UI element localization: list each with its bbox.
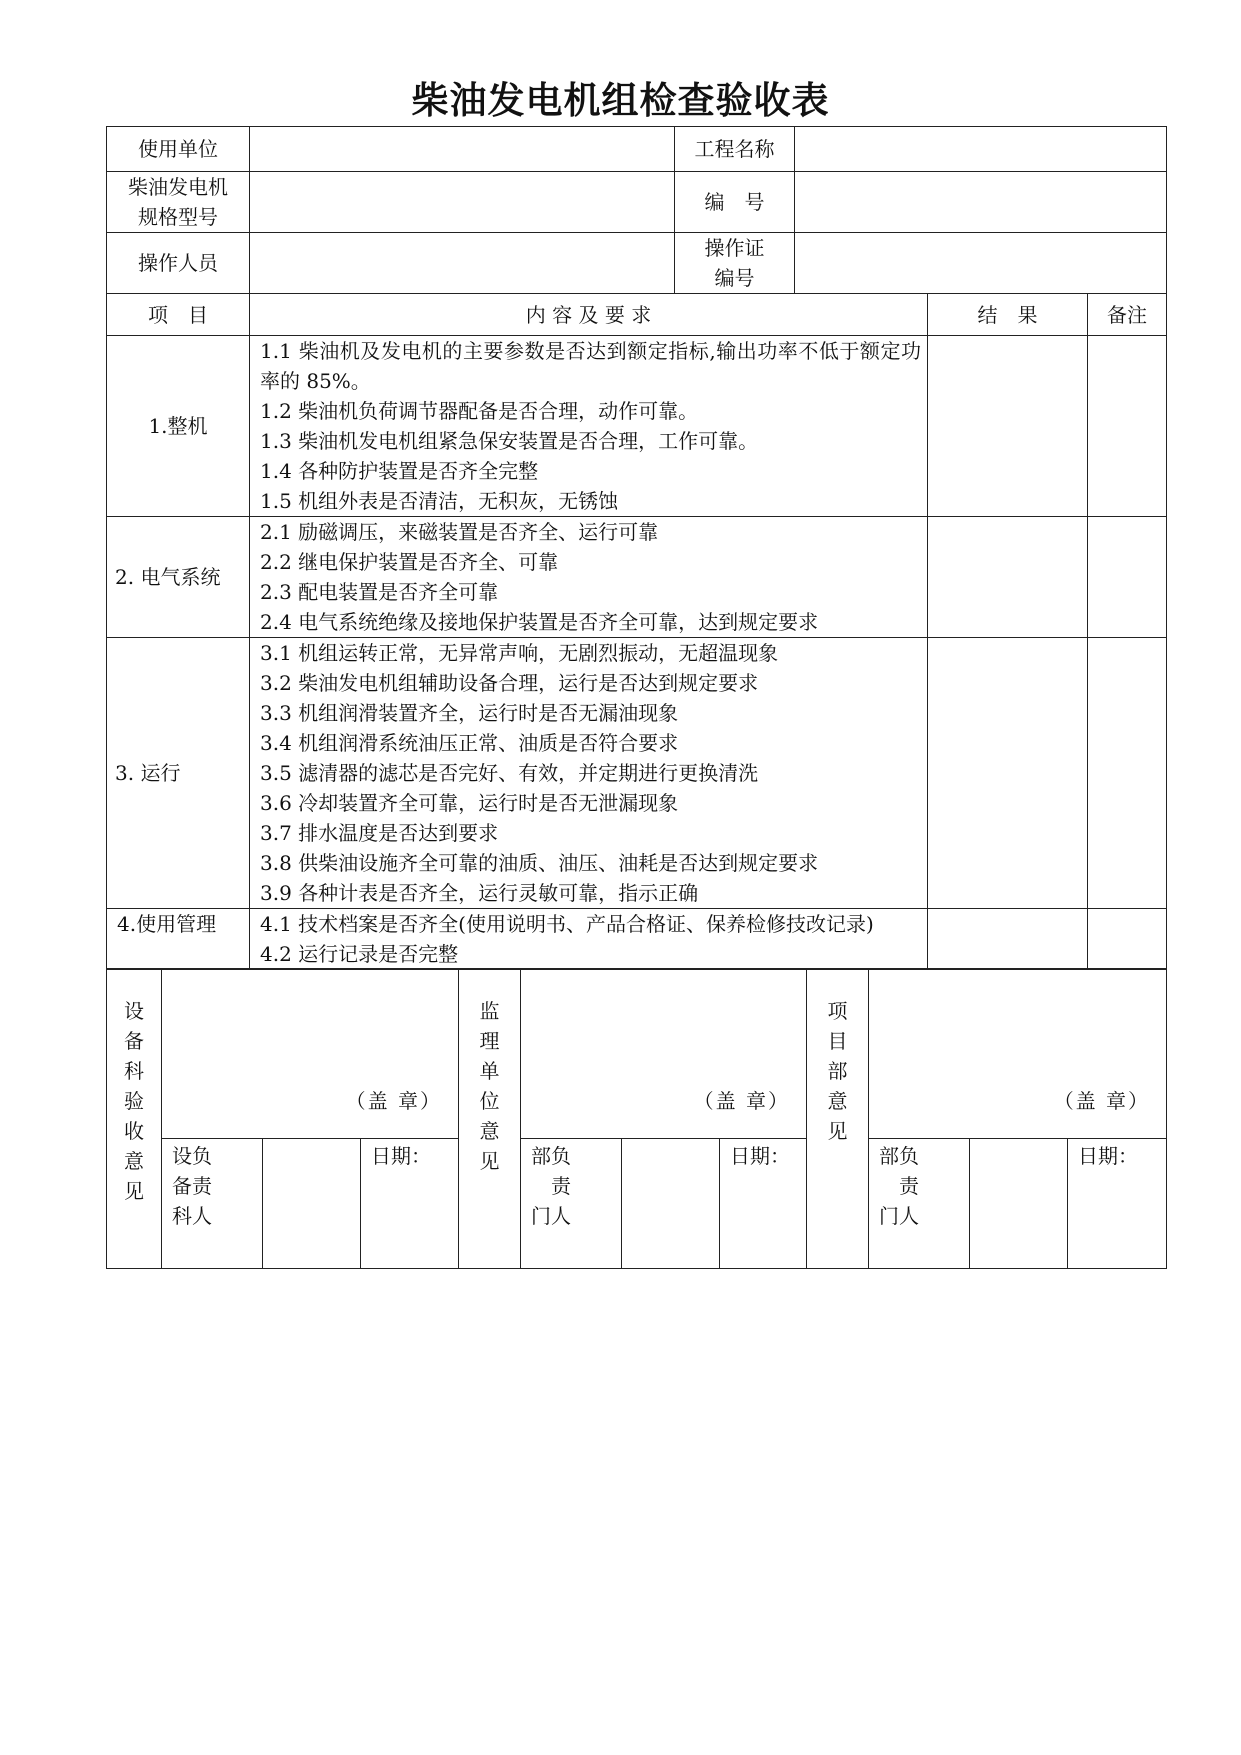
- label-char: 备: [124, 1029, 144, 1053]
- column-header-remark: 备注: [1088, 294, 1167, 336]
- result-cell[interactable]: [928, 336, 1088, 517]
- equipment-person-label: [162, 1139, 263, 1269]
- section-row-machine: [107, 336, 1167, 517]
- spec-value[interactable]: [250, 172, 675, 233]
- section-label: 3. 运行: [107, 638, 250, 909]
- section-content: [250, 336, 928, 517]
- label-char: 收: [124, 1119, 144, 1143]
- number-value[interactable]: [795, 172, 1167, 233]
- equipment-person-signature[interactable]: [263, 1139, 361, 1269]
- operator-label: 操作人员: [107, 233, 250, 294]
- requirement-line: 1.1 柴油机及发电机的主要参数是否达到额定指标,输出功率不低于额定功率的 85%。: [260, 339, 921, 393]
- person-label-line: 部负: [531, 1144, 572, 1168]
- label-char: 见: [124, 1179, 144, 1203]
- supervision-person-label: [521, 1139, 622, 1269]
- label-char: 部: [827, 1059, 848, 1083]
- cert-value[interactable]: [795, 233, 1167, 294]
- project-dept-label: [807, 969, 869, 1269]
- column-header-item: 项 目: [107, 294, 250, 336]
- label-char: 单: [479, 1059, 500, 1083]
- requirement-line: 3.1 机组运转正常，无异常声响，无剧烈振动，无超温现象: [260, 641, 779, 665]
- person-label-line: 科人: [172, 1204, 212, 1228]
- spec-label-line-2: 规格型号: [138, 205, 218, 229]
- person-label-line: 部负: [879, 1144, 920, 1168]
- label-char: 位: [479, 1089, 500, 1113]
- project-date[interactable]: 日期：: [1068, 1139, 1167, 1269]
- result-cell[interactable]: [928, 638, 1088, 909]
- section-row-electrical: [107, 517, 1167, 638]
- label-char: 科: [124, 1059, 144, 1083]
- column-header-content: 内 容 及 要 求: [250, 294, 928, 336]
- remark-cell[interactable]: [1088, 517, 1167, 638]
- remark-cell[interactable]: [1088, 336, 1167, 517]
- label-char: 见: [479, 1149, 500, 1173]
- label-char: 目: [827, 1029, 848, 1053]
- label-char: 理: [479, 1029, 500, 1053]
- requirement-line: 3.8 供柴油设施齐全可靠的油质、油压、油耗是否达到规定要求: [260, 851, 819, 875]
- unit-label: 使用单位: [107, 127, 250, 172]
- section-content: [250, 638, 928, 909]
- section-content: [250, 909, 928, 970]
- column-header-row: [107, 294, 1167, 336]
- person-label-line: 设负: [172, 1144, 212, 1168]
- supervision-person-signature[interactable]: [622, 1139, 720, 1269]
- person-label-line: 责: [531, 1174, 572, 1198]
- requirement-line: 3.4 机组润滑系统油压正常、油质是否符合要求: [260, 731, 679, 755]
- result-cell[interactable]: [928, 517, 1088, 638]
- remark-cell[interactable]: [1088, 909, 1167, 970]
- project-label: 工程名称: [675, 127, 795, 172]
- header-row-operator: [107, 233, 1167, 294]
- section-label: 4.使用管理: [107, 909, 250, 970]
- signoff-table: [106, 968, 1167, 1269]
- label-char: 见: [827, 1119, 848, 1143]
- project-person-signature[interactable]: [970, 1139, 1068, 1269]
- requirement-line: 3.9 各种计表是否齐全，运行灵敏可靠，指示正确: [260, 881, 699, 905]
- result-cell[interactable]: [928, 909, 1088, 970]
- section-row-management: [107, 909, 1167, 970]
- signoff-seal-row: [107, 969, 1167, 1139]
- requirement-line: 3.2 柴油发电机组辅助设备合理，运行是否达到规定要求: [260, 671, 759, 695]
- label-char: 意: [827, 1089, 848, 1113]
- label-char: 验: [124, 1089, 144, 1113]
- requirement-line: 2.1 励磁调压，来磁装置是否齐全、运行可靠: [260, 520, 659, 544]
- requirement-line: 1.3 柴油机发电机组紧急保安装置是否合理，工作可靠。: [260, 429, 759, 453]
- cert-label: [675, 233, 795, 294]
- project-value[interactable]: [795, 127, 1167, 172]
- label-char: 设: [124, 999, 144, 1023]
- operator-value[interactable]: [250, 233, 675, 294]
- supervision-seal[interactable]: （盖 章）: [521, 969, 807, 1139]
- project-seal[interactable]: （盖 章）: [869, 969, 1167, 1139]
- person-label-line: 门人: [879, 1204, 920, 1228]
- equipment-dept-label: [107, 969, 162, 1269]
- requirement-line: 3.7 排水温度是否达到要求: [260, 821, 499, 845]
- requirement-line: 4.2 运行记录是否完整: [260, 942, 459, 966]
- spec-label-line-1: 柴油发电机: [128, 175, 228, 199]
- header-row-spec: [107, 172, 1167, 233]
- requirement-line: 4.1 技术档案是否齐全(使用说明书、产品合格证、保养检修技改记录): [260, 912, 874, 936]
- section-label: 1.整机: [107, 336, 250, 517]
- unit-value[interactable]: [250, 127, 675, 172]
- requirement-line: 1.2 柴油机负荷调节器配备是否合理，动作可靠。: [260, 399, 699, 423]
- inspection-table: [106, 126, 1167, 970]
- requirement-line: 2.2 继电保护装置是否齐全、可靠: [260, 550, 559, 574]
- signoff-person-row: [107, 1139, 1167, 1269]
- requirement-line: 2.3 配电装置是否齐全可靠: [260, 580, 499, 604]
- section-label: 2. 电气系统: [107, 517, 250, 638]
- supervision-date[interactable]: 日期：: [720, 1139, 807, 1269]
- form-title: 柴油发电机组检查验收表: [411, 79, 830, 122]
- column-header-result: 结 果: [928, 294, 1088, 336]
- requirement-line: 1.5 机组外表是否清洁，无积灰，无锈蚀: [260, 489, 619, 513]
- cert-label-line-1: 操作证: [704, 236, 765, 260]
- label-char: 意: [479, 1119, 500, 1143]
- number-label: 编 号: [675, 172, 795, 233]
- section-row-operation: [107, 638, 1167, 909]
- requirement-line: 3.3 机组润滑装置齐全，运行时是否无漏油现象: [260, 701, 679, 725]
- project-person-label: [869, 1139, 970, 1269]
- label-char: 意: [124, 1149, 144, 1173]
- person-label-line: 责: [879, 1174, 920, 1198]
- requirement-line: 3.5 滤清器的滤芯是否完好、有效，并定期进行更换清洗: [260, 761, 759, 785]
- equipment-date[interactable]: 日期：: [361, 1139, 459, 1269]
- person-label-line: 门人: [531, 1204, 572, 1228]
- equipment-seal[interactable]: （盖 章）: [162, 969, 459, 1139]
- section-content: [250, 517, 928, 638]
- requirement-line: 1.4 各种防护装置是否齐全完整: [260, 459, 539, 483]
- spec-label: [107, 172, 250, 233]
- label-char: 监: [479, 999, 500, 1023]
- person-label-line: 备责: [172, 1174, 212, 1198]
- requirement-line: 3.6 冷却装置齐全可靠，运行时是否无泄漏现象: [260, 791, 679, 815]
- supervision-label: [459, 969, 521, 1269]
- label-char: 项: [827, 999, 848, 1023]
- requirement-line: 2.4 电气系统绝缘及接地保护装置是否齐全可靠，达到规定要求: [260, 610, 819, 634]
- cert-label-line-2: 编号: [714, 266, 755, 290]
- header-row-unit: [107, 127, 1167, 172]
- remark-cell[interactable]: [1088, 638, 1167, 909]
